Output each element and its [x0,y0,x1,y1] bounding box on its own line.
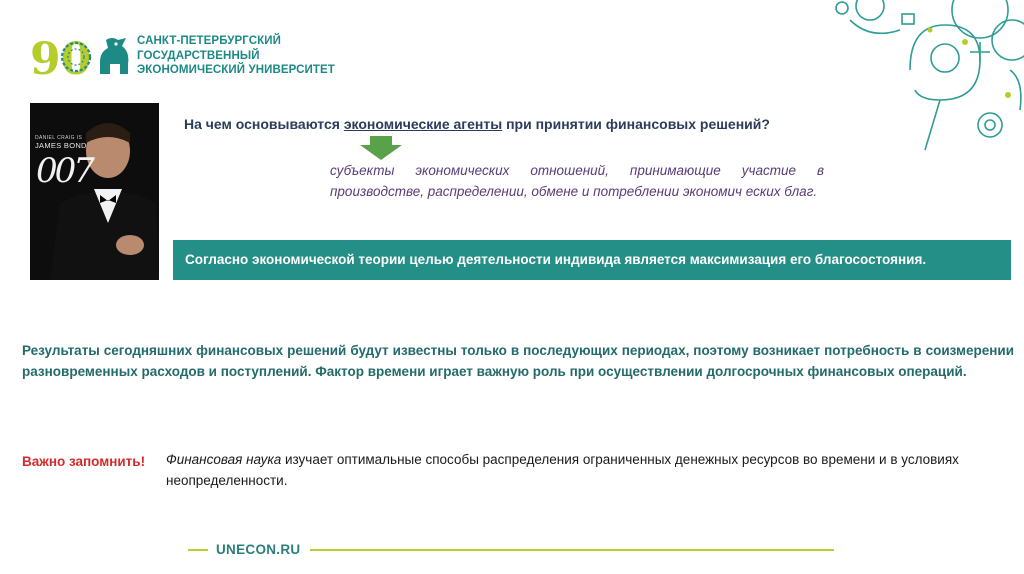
footer-site-link[interactable]: UNECON.RU [216,542,301,557]
university-name-line-2: ГОСУДАРСТВЕННЫЙ [137,49,260,62]
griffin-emblem-icon [96,34,132,78]
university-name [137,34,335,78]
poster-title: 007 [36,151,92,191]
poster-name: JAMES BOND [35,141,87,150]
question-suffix: при принятии финансовых решений? [502,116,770,132]
james-bond-poster [30,103,159,280]
university-name-line-1: САНКТ-ПЕТЕРБУРГСКИЙ [137,35,282,47]
economic-agents-link[interactable]: экономические агенты [343,116,503,132]
financial-science-term: Финансовая наука [166,452,282,467]
footer-divider-right [310,549,834,551]
university-name-line-3: ЭКОНОМИЧЕСКИЙ УНИВЕРСИТЕТ [137,64,335,76]
footer-divider-left [188,549,208,551]
financial-science-text: изучает оптимальные способы распределения ограниченных денежных ресурсов во времени и в условиях неопределенности. [166,452,959,488]
results-paragraph: Результаты сегодняшних финансовых решений будут известны только в последующих периодах, поэтому возникает потребность в соизмерении разновременных расходов и поступлений. Фактор времени играет важную роль при осуществлении долгосрочных финансовых операций. [22,343,1014,379]
question-text [184,116,770,132]
arrow-down-icon [360,136,402,160]
anniversary-90-logo [30,36,92,78]
ninety-digit: 90 [30,36,92,78]
financial-science-definition [166,449,1016,491]
poster-tagline: DANIEL CRAIG IS [35,135,83,141]
important-label: Важно запомнить! [22,454,146,469]
definition-text: субъекты экономических отношений, принимающие участие в производстве, распределении, обмене и потреблении экономич еских благ. [330,163,824,199]
theory-banner: Согласно экономической теории целью деятельности индивида является максимизация его благосостояния. [173,240,1011,280]
poster-figure-icon [30,103,159,280]
question-prefix: На чем основываются [184,116,344,132]
decorative-ornament-icon [830,0,1024,160]
